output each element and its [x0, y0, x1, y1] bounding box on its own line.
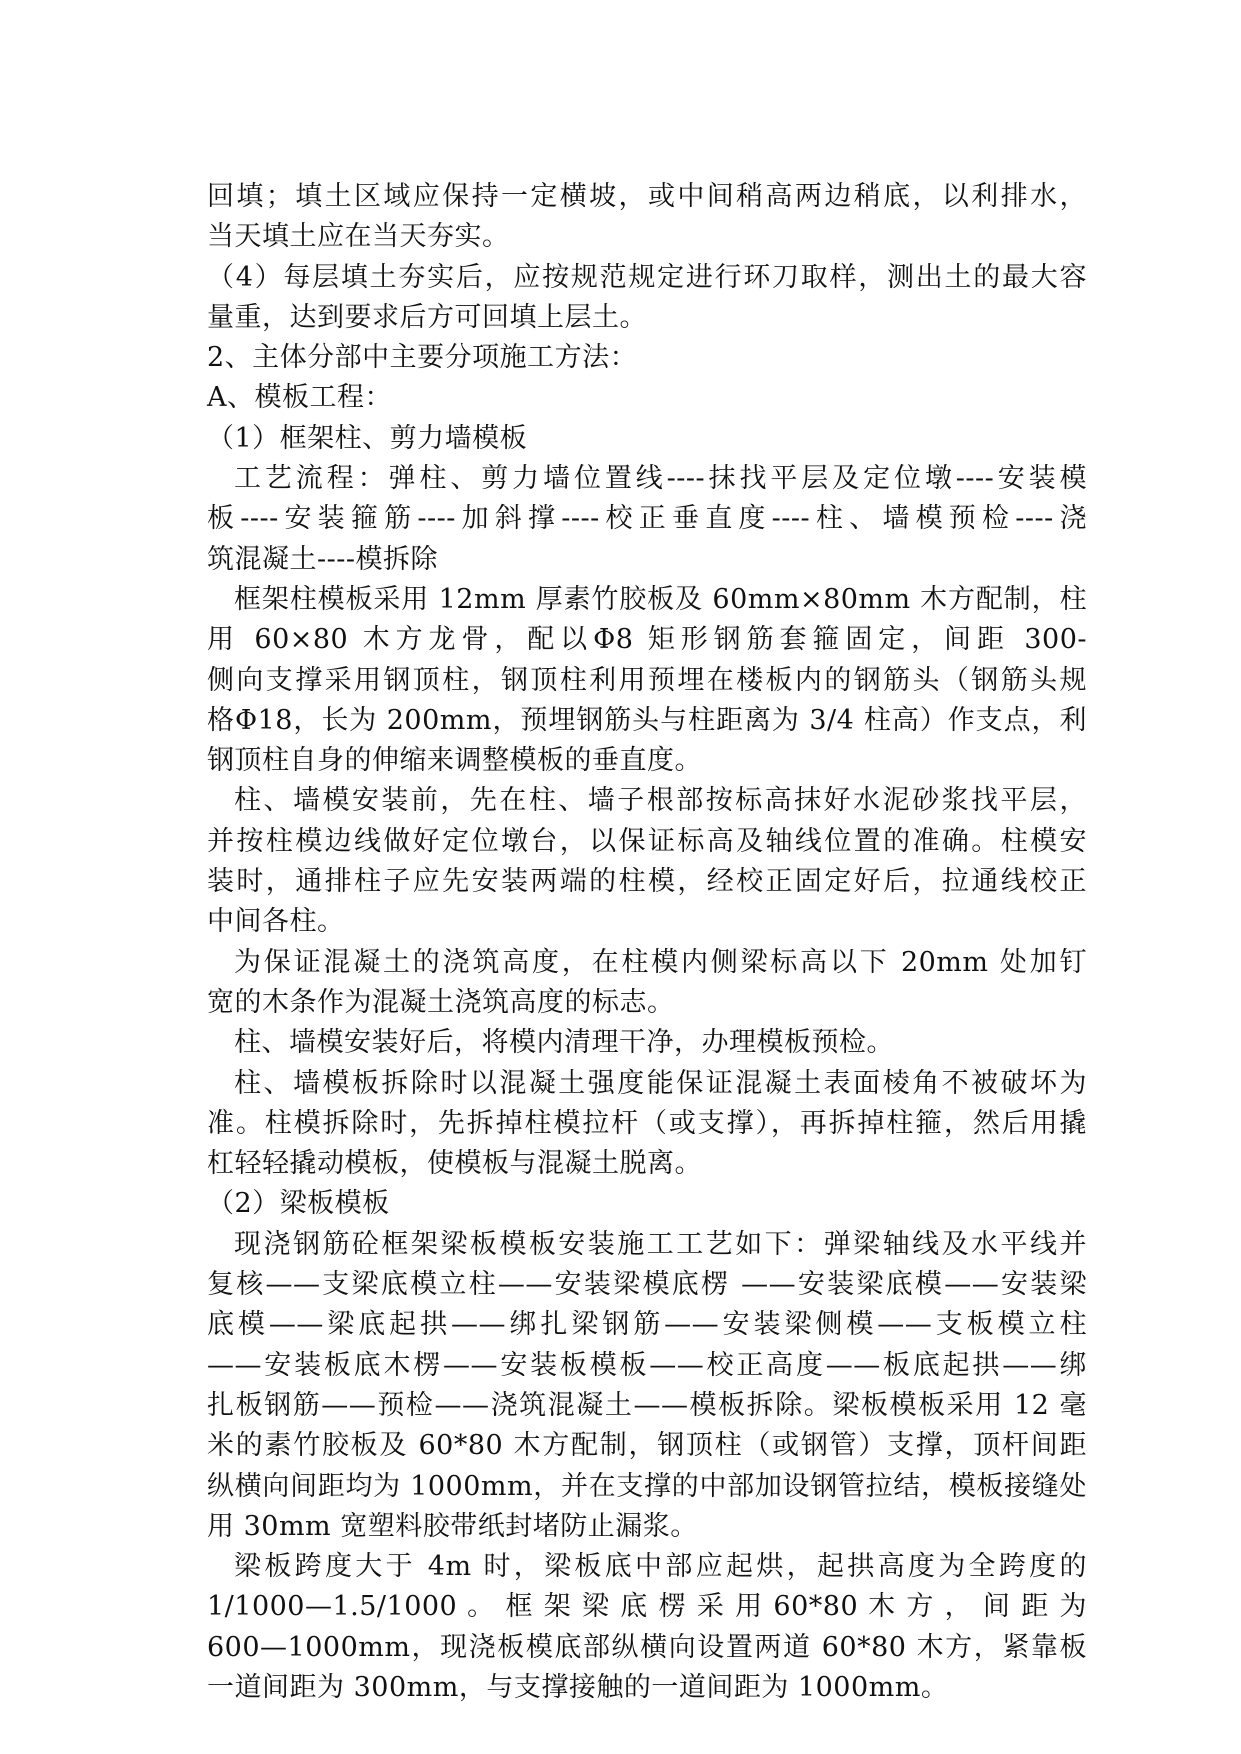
text-line: 为保证混凝土的浇筑高度，在柱模内侧梁标高以下 20mm 处加钉 — [234, 946, 1087, 978]
text-line: 柱、墙模安装好后，将模内清理干净，办理模板预检。 — [234, 1027, 894, 1059]
text-line: 装时，通排柱子应先安装两端的柱模，经校正固定好后，拉通线校正 — [207, 866, 1087, 898]
text-line: 板----安装箍筋----加斜撑----校正垂直度----柱、墙模预检----浇 — [207, 503, 1087, 535]
text-line: 柱、墙模安装前，先在柱、墙子根部按标高抹好水泥砂浆找平层， — [234, 785, 1087, 817]
text-line: 筑混凝土----模拆除 — [207, 543, 438, 575]
text-line: 回填；填土区域应保持一定横坡，或中间稍高两边稍底，以利排水， — [207, 181, 1087, 212]
document-body — [207, 177, 1087, 1708]
text-line: 侧向支撑采用钢顶柱，钢顶柱利用预埋在楼板内的钢筋头（钢筋头规 — [207, 664, 1087, 696]
text-line: 格Φ18，长为 200mm，预埋钢筋头与柱距离为 3/4 柱高）作支点，利 — [207, 704, 1087, 736]
text-line: （2）梁板模板 — [207, 1188, 390, 1220]
text-line: 纵横向间距均为 1000mm，并在支撑的中部加设钢管拉结，模板接缝处 — [207, 1470, 1087, 1502]
text-line: 工艺流程：弹柱、剪力墙位置线----抹找平层及定位墩----安装模 — [234, 463, 1087, 495]
text-line: A、模板工程： — [207, 382, 392, 414]
text-line: ——安装板底木楞——安装板模板——校正高度——板底起拱——绑 — [207, 1349, 1087, 1381]
text-line: 扎板钢筋——预检——浇筑混凝土——模板拆除。梁板模板采用 12 毫 — [207, 1389, 1087, 1421]
text-line: 当天填土应在当天夯实。 — [207, 221, 510, 253]
text-line: （1）框架柱、剪力墙模板 — [207, 422, 528, 454]
text-line: 一道间距为 300mm，与支撑接触的一道间距为 1000mm。 — [207, 1671, 949, 1703]
text-line: 准。柱模拆除时，先拆掉柱模拉杆（或支撑），再拆掉柱箍，然后用撬 — [207, 1107, 1087, 1139]
text-line: 现浇钢筋砼框架梁板模板安装施工工艺如下：弹梁轴线及水平线并 — [234, 1228, 1087, 1260]
text-line: 梁板跨度大于 4m 时，梁板底中部应起烘，起拱高度为全跨度的 — [234, 1551, 1087, 1583]
text-line: 2、主体分部中主要分项施工方法： — [207, 342, 638, 374]
text-line: 柱、墙模板拆除时以混凝土强度能保证混凝土表面棱角不被破坏为 — [234, 1067, 1087, 1099]
text-line: 用 60×80 木方龙骨，配以Φ8 矩形钢筋套箍固定，间距 300- — [207, 624, 1087, 656]
text-line: 量重，达到要求后方可回填上层土。 — [207, 301, 647, 333]
text-line: 复核——支梁底模立柱——安装梁模底楞 ——安装梁底模——安装梁 — [207, 1269, 1087, 1301]
text-line: 1/1000—1.5/1000 。 框 架 梁 底 楞 采 用 60*80 木 方 ， 间 距 为 — [207, 1591, 1087, 1623]
text-line: 用 30mm 宽塑料胶带纸封堵防止漏浆。 — [207, 1510, 698, 1542]
text-line: （4）每层填土夯实后，应按规范规定进行环刀取样，测出土的最大容 — [207, 261, 1087, 293]
text-line: 宽的木条作为混凝土浇筑高度的标志。 — [207, 986, 675, 1018]
text-line: 钢顶柱自身的伸缩来调整模板的垂直度。 — [207, 745, 702, 777]
text-line: 米的素竹胶板及 60*80 木方配制，钢顶柱（或钢管）支撑，顶杆间距 — [207, 1430, 1087, 1462]
text-line: 框架柱模板采用 12mm 厚素竹胶板及 60mm×80mm 木方配制，柱 — [234, 583, 1087, 615]
text-line: 并按柱模边线做好定位墩台，以保证标高及轴线位置的准确。柱模安 — [207, 825, 1087, 857]
text-line: 底模——梁底起拱——绑扎梁钢筋——安装梁侧模——支板模立柱 — [207, 1309, 1087, 1341]
text-line: 600—1000mm，现浇板模底部纵横向设置两道 60*80 木方，紧靠板 — [207, 1631, 1087, 1663]
text-line: 杠轻轻撬动模板，使模板与混凝土脱离。 — [207, 1148, 702, 1180]
text-line: 中间各柱。 — [207, 906, 345, 938]
